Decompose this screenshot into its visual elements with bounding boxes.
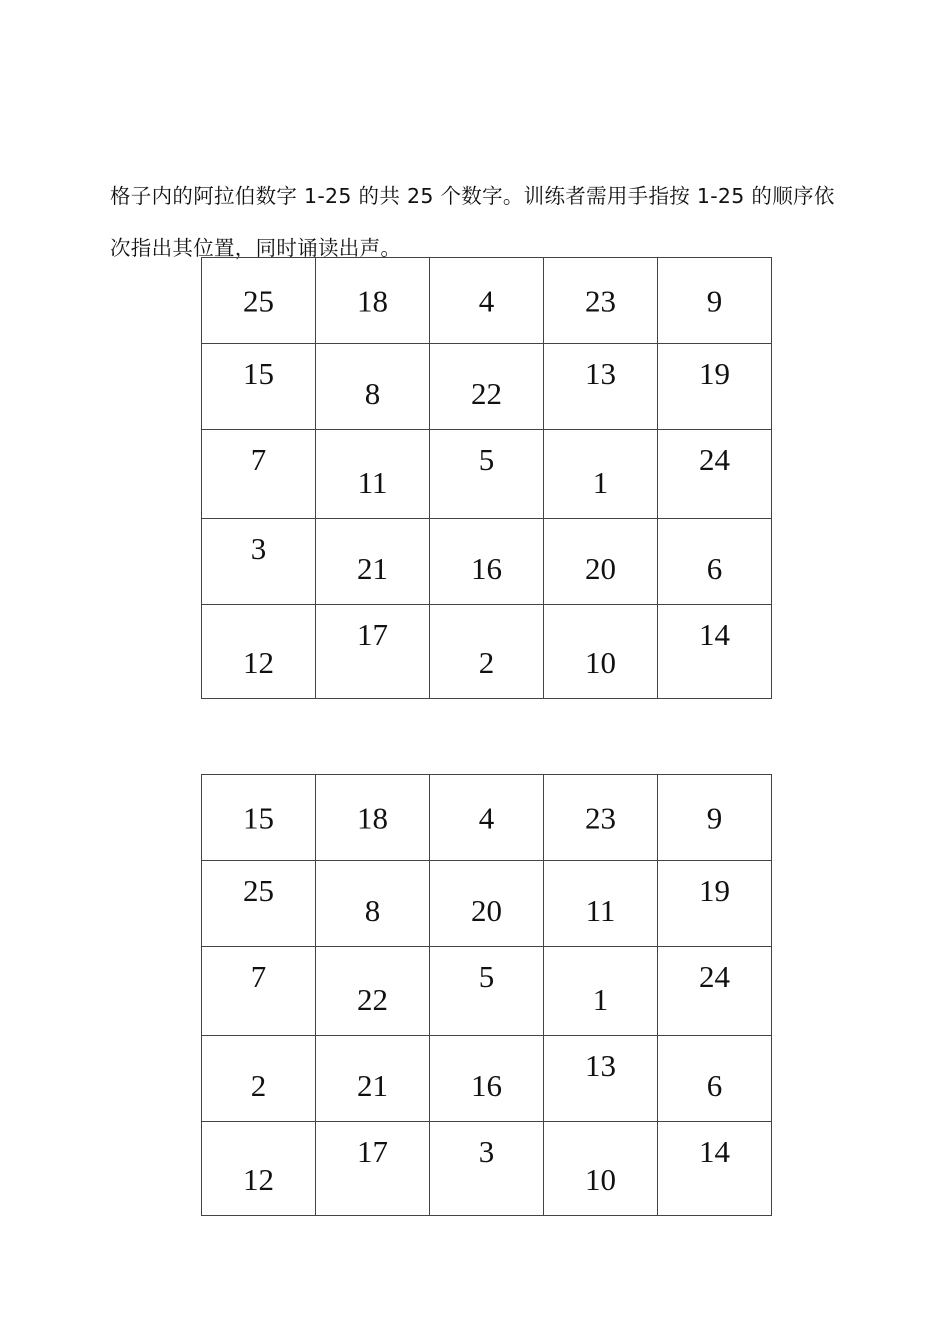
instruction-line-2: 次指出其位置，同时诵读出声。: [110, 236, 402, 260]
grid-cell: 6: [658, 519, 772, 605]
grid-cell: 23: [544, 258, 658, 344]
grid-cell: 22: [430, 344, 544, 430]
grid-cell: 11: [544, 861, 658, 947]
grid-row: [202, 861, 772, 947]
grid-cell: 7: [202, 947, 316, 1036]
grid-cell: 3: [430, 1122, 544, 1216]
grid-row: [202, 344, 772, 430]
grid-cell: 2: [202, 1036, 316, 1122]
grid-cell: 15: [202, 775, 316, 861]
grid-cell: 13: [544, 344, 658, 430]
grid-cell: 25: [202, 258, 316, 344]
grid-row: [202, 258, 772, 344]
grid-cell: 1: [544, 430, 658, 519]
schulte-grid-2: [201, 774, 772, 1216]
grid-cell: 10: [544, 1122, 658, 1216]
grid-cell: 19: [658, 344, 772, 430]
grid-cell: 21: [316, 519, 430, 605]
grid-row: [202, 605, 772, 699]
grid-cell: 19: [658, 861, 772, 947]
grid-row: [202, 430, 772, 519]
grid-cell: 17: [316, 605, 430, 699]
grid-cell: 5: [430, 430, 544, 519]
grid-cell: 16: [430, 1036, 544, 1122]
grid-cell: 14: [658, 605, 772, 699]
grid-cell: 16: [430, 519, 544, 605]
grid-row: [202, 775, 772, 861]
grid-cell: 4: [430, 775, 544, 861]
instruction-line-1: 格子内的阿拉伯数字 1-25 的共 25 个数字。训练者需用手指按 1-25 的顺序依: [110, 184, 835, 208]
grid-cell: 20: [544, 519, 658, 605]
grid-cell: 8: [316, 344, 430, 430]
grid-cell: 22: [316, 947, 430, 1036]
grid-cell: 14: [658, 1122, 772, 1216]
grid-row: [202, 1036, 772, 1122]
grid-row: [202, 1122, 772, 1216]
grid-cell: 9: [658, 258, 772, 344]
grid-cell: 21: [316, 1036, 430, 1122]
grid-cell: 7: [202, 430, 316, 519]
grid-cell: 6: [658, 1036, 772, 1122]
grid-cell: 15: [202, 344, 316, 430]
grid-row: [202, 947, 772, 1036]
grid-cell: 23: [544, 775, 658, 861]
grid-cell: 25: [202, 861, 316, 947]
grid-cell: 18: [316, 258, 430, 344]
grid-cell: 8: [316, 861, 430, 947]
grid-row: [202, 519, 772, 605]
grid-cell: 24: [658, 430, 772, 519]
grid-cell: 5: [430, 947, 544, 1036]
grid-cell: 10: [544, 605, 658, 699]
grid-cell: 3: [202, 519, 316, 605]
schulte-grid-1: [201, 257, 772, 699]
grid-cell: 9: [658, 775, 772, 861]
grid-cell: 13: [544, 1036, 658, 1122]
grid-cell: 1: [544, 947, 658, 1036]
grid-cell: 12: [202, 605, 316, 699]
grid-cell: 2: [430, 605, 544, 699]
grid-cell: 4: [430, 258, 544, 344]
grid-cell: 18: [316, 775, 430, 861]
grid-cell: 11: [316, 430, 430, 519]
grid-cell: 17: [316, 1122, 430, 1216]
grid-cell: 24: [658, 947, 772, 1036]
grid-cell: 12: [202, 1122, 316, 1216]
grid-cell: 20: [430, 861, 544, 947]
